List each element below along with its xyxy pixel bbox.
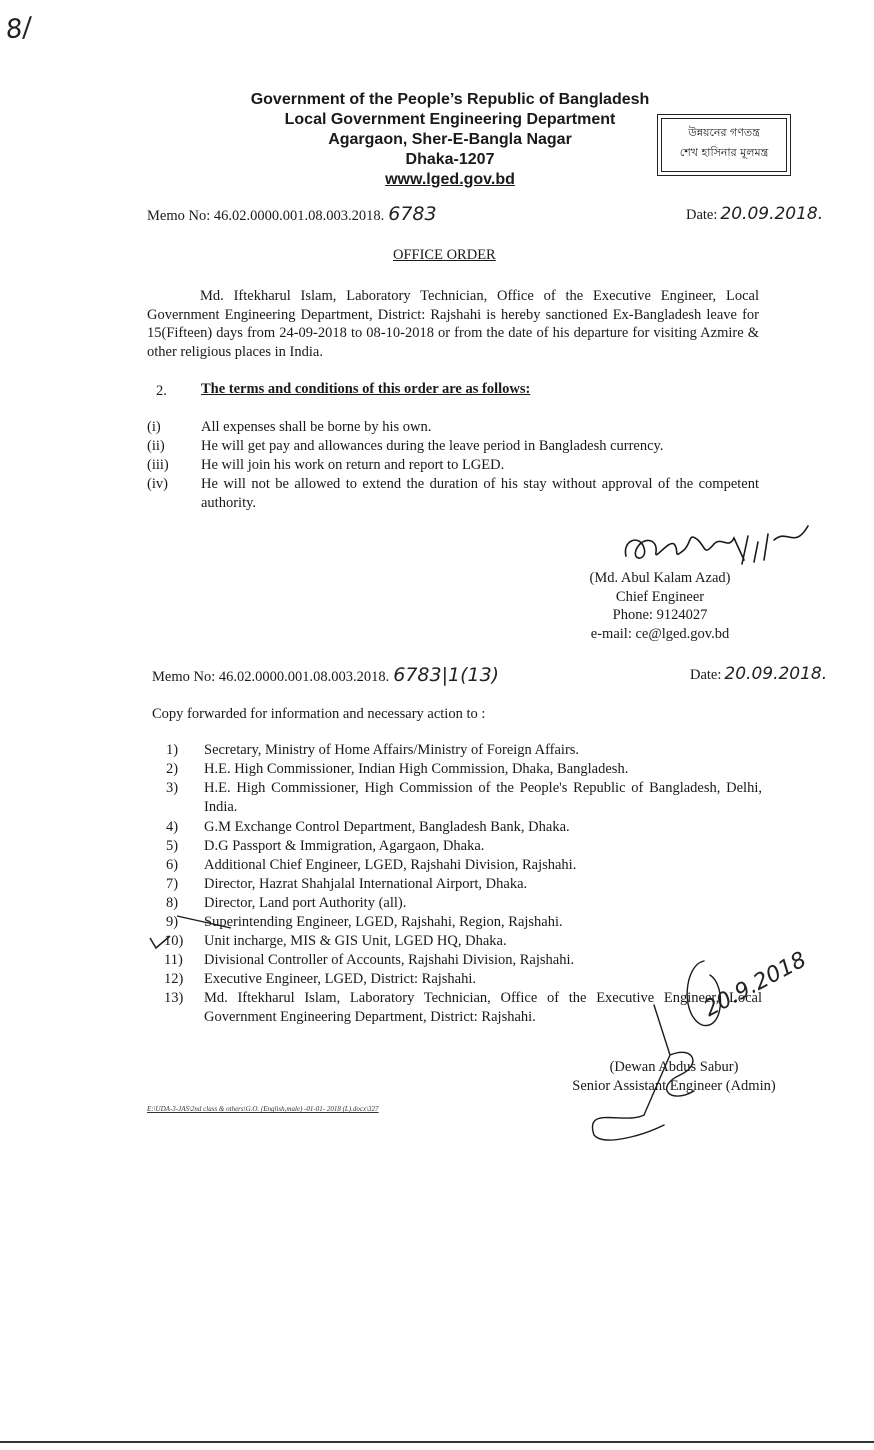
term-text: He will get pay and allowances during the leave period in Bangladesh currency.	[201, 438, 664, 454]
memo-date-1	[686, 205, 823, 225]
letterhead-website	[195, 170, 705, 191]
memo-number-printed: Memo No: 46.02.0000.001.08.003.2018.	[147, 208, 385, 224]
recipient-text: Executive Engineer, LGED, District: Rajshahi.	[204, 971, 477, 987]
file-path-footer: E:\UDA-3-JAS\2nd class & others\G.O. (English,male) -01-01- 2018 (L).docx\327	[147, 1105, 379, 1113]
term-number: (i)	[147, 419, 161, 435]
memo-number-handwritten: 6783|1(13)	[393, 664, 500, 686]
signatory-1-email: e-mail: ce@lged.gov.bd	[590, 625, 730, 642]
recipient-text: Md. Iftekharul Islam, Laboratory Technician, Office of the Executive Engineer, Local Government Engineering Department, District: Rajshahi.	[204, 990, 762, 1025]
signatory-1-title: Chief Engineer	[615, 588, 705, 605]
recipient-number: 13)	[164, 990, 184, 1006]
recipient-text: Director, Land port Authority (all).	[204, 895, 407, 911]
motto-line-1: উন্নয়নের গণতন্ত্র	[688, 126, 760, 139]
terms-heading: The terms and conditions of this order are as follows:	[201, 381, 531, 397]
signatory-2-title: Senior Assistant Engineer (Admin)	[572, 1077, 776, 1094]
recipient-number: 6)	[166, 857, 179, 873]
recipient-text: Unit incharge, MIS & GIS Unit, LGED HQ, Dhaka.	[204, 933, 507, 949]
recipient-number: 12)	[164, 971, 184, 987]
recipient-text: Additional Chief Engineer, LGED, Rajshahi Division, Rajshahi.	[204, 857, 577, 873]
recipient-text: H.E. High Commissioner, High Commission of the People's Republic of Bangladesh, Delhi, India.	[204, 780, 762, 815]
recipient-number: 8)	[166, 895, 179, 911]
scan-edge-line	[0, 1441, 874, 1443]
recipient-text: Superintending Engineer, LGED, Rajshahi, Region, Rajshahi.	[204, 914, 563, 930]
handwritten-strike-mark	[175, 912, 235, 932]
recipient-number: 5)	[166, 838, 179, 854]
senior-engineer-signature	[584, 955, 784, 1145]
memo-line-2	[152, 666, 499, 687]
date-handwritten: 20.09.2018.	[720, 204, 824, 224]
recipient-text: D.G Passport & Immigration, Agargaon, Dhaka.	[204, 838, 485, 854]
term-text: All expenses shall be borne by his own.	[201, 419, 432, 435]
term-number: (ii)	[147, 438, 165, 454]
signatory-2-name: (Dewan Abdus Sabur)	[609, 1059, 739, 1075]
signatory-2-block	[548, 1058, 800, 1095]
memo-number-printed: Memo No: 46.02.0000.001.08.003.2018.	[152, 669, 390, 685]
signatory-1-phone: Phone: 9124027	[612, 607, 708, 623]
order-body-paragraph: Md. Iftekharul Islam, Laboratory Technician, Office of the Executive Engineer, Local Government Engineering Department, District: Rajshahi is hereby sanctioned Ex-Bangladesh leave for 15(Fifteen) days from 24-09-2018 to 08-10-2018 or from the date of his departure for visiting Azmire & other religious places in India.	[147, 288, 759, 360]
signatory-2-handwritten-date: 20.9.2018	[700, 947, 811, 1023]
date-label: Date:	[690, 667, 722, 683]
copy-forwarded-intro: Copy forwarded for information and necessary action to :	[152, 706, 486, 722]
term-number: (iv)	[147, 476, 168, 492]
recipient-text: G.M Exchange Control Department, Bangladesh Bank, Dhaka.	[204, 819, 570, 835]
corner-handwritten-mark: 8/	[4, 12, 34, 46]
letterhead-line-1: Government of the People’s Republic of Bangladesh	[250, 91, 650, 108]
term-text: He will join his work on return and report to LGED.	[201, 457, 505, 473]
recipient-text: Secretary, Ministry of Home Affairs/Ministry of Foreign Affairs.	[204, 742, 580, 758]
recipient-text: H.E. High Commissioner, Indian High Commission, Dhaka, Bangladesh.	[204, 761, 629, 777]
motto-box	[657, 114, 791, 176]
memo-line-1	[147, 205, 437, 226]
term-text: He will not be allowed to extend the duration of his stay without approval of the competent authority.	[201, 476, 759, 511]
letterhead-line-4: Dhaka-1207	[405, 151, 495, 168]
memo-date-2	[690, 665, 827, 685]
recipient-number: 2)	[166, 761, 179, 777]
recipient-number: 11)	[164, 952, 183, 968]
motto-line-2: শেখ হাসিনার মূলমন্ত্র	[679, 146, 769, 159]
date-handwritten: 20.09.2018.	[724, 664, 828, 684]
term-number: (iii)	[147, 457, 169, 473]
recipient-number: 9)	[166, 914, 179, 930]
recipient-number: 10)	[164, 933, 184, 949]
signatory-1-name: (Md. Abul Kalam Azad)	[589, 570, 731, 586]
signatory-1-block	[570, 569, 750, 643]
recipient-text: Divisional Controller of Accounts, Rajshahi Division, Rajshahi.	[204, 952, 575, 968]
website-link[interactable]: www.lged.gov.bd	[385, 171, 515, 188]
recipient-number: 4)	[166, 819, 179, 835]
recipient-number: 3)	[166, 780, 179, 796]
recipient-text: Director, Hazrat Shahjalal International Airport, Dhaka.	[204, 876, 528, 892]
letterhead-line-2: Local Government Engineering Department	[284, 111, 616, 128]
recipient-number: 7)	[166, 876, 179, 892]
letterhead-line-3: Agargaon, Sher-E-Bangla Nagar	[328, 131, 572, 148]
date-label: Date:	[686, 207, 718, 223]
memo-number-handwritten: 6783	[388, 203, 437, 225]
office-order-title: OFFICE ORDER	[393, 247, 496, 263]
handwritten-tick-mark	[148, 934, 178, 950]
terms-number: 2.	[156, 383, 167, 399]
recipient-number: 1)	[166, 742, 179, 758]
motto-inner-frame	[661, 118, 787, 172]
